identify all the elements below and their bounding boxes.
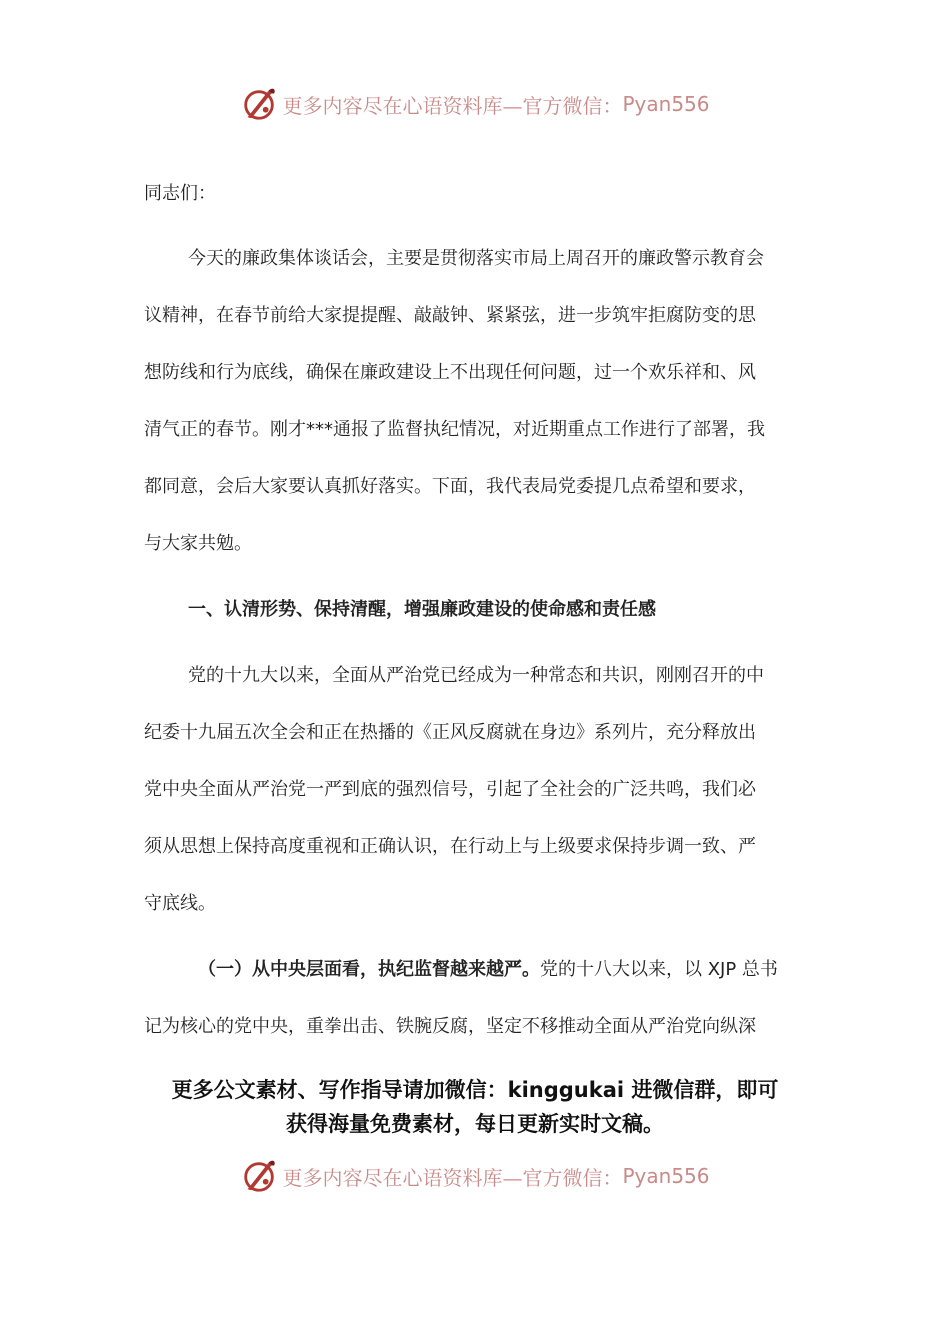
watermark-inner <box>240 85 709 123</box>
paragraph3-line1: 记为核心的党中央，重拳出击、铁腕反腐，坚定不移推动全面从严治党向纵深 <box>144 1016 756 1037</box>
paragraph1-line1: 今天的廉政集体谈话会，主要是贯彻落实市局上周召开的廉政警示教育会 <box>188 248 764 269</box>
paragraph2-line1: 党的十九大以来，全面从严治党已经成为一种常态和共识，刚刚召开的中 <box>188 665 764 686</box>
paragraph1-line3: 想防线和行为底线，确保在廉政建设上不出现任何问题，过一个欢乐祥和、风 <box>144 362 756 383</box>
paragraph1-line4: 清气正的春节。刚才***通报了监督执纪情况，对近期重点工作进行了部署，我 <box>144 419 765 440</box>
quill-logo-icon <box>240 1157 278 1195</box>
watermark-header <box>0 82 950 126</box>
quill-logo-icon <box>240 85 278 123</box>
greeting: 同志们： <box>144 183 216 204</box>
subheading-1-line <box>144 958 862 982</box>
watermark-text-footer: 更多内容尽在心语资料库—官方微信： <box>282 1165 623 1190</box>
subheading-1-bold: （一）从中央层面看，执纪监督越来越严。 <box>198 959 540 980</box>
watermark-text: 更多内容尽在心语资料库—官方微信： <box>282 93 623 118</box>
paragraph1-line5: 都同意，会后大家要认真抓好落实。下面，我代表局党委提几点希望和要求， <box>144 476 756 497</box>
paragraph2-line3: 党中央全面从严治党一严到底的强烈信号，引起了全社会的广泛共鸣，我们必 <box>144 779 756 800</box>
promo-notice-line2: 获得海量免费素材，每日更新实时文稿。 <box>286 1112 664 1136</box>
paragraph1-line6: 与大家共勉。 <box>144 533 252 554</box>
watermark-id-footer: Pyan556 <box>622 1164 710 1188</box>
paragraph1-line2: 议精神，在春节前给大家提提醒、敲敲钟、紧紧弦，进一步筑牢拒腐防变的思 <box>144 305 756 326</box>
watermark-footer <box>0 1154 950 1198</box>
watermark-inner-footer <box>240 1157 709 1195</box>
watermark-id: Pyan556 <box>622 92 710 116</box>
promo-notice-line1: 更多公文素材、写作指导请加微信：kinggukai 进微信群，即可 <box>171 1078 779 1102</box>
subheading-1-rest: 党的十八大以来，以 XJP 总书 <box>540 959 778 980</box>
paragraph2-line2: 纪委十九届五次全会和正在热播的《正风反腐就在身边》系列片，充分释放出 <box>144 722 756 743</box>
paragraph2-line5: 守底线。 <box>144 893 216 914</box>
paragraph2-line4: 须从思想上保持高度重视和正确认识，在行动上与上级要求保持步调一致、严 <box>144 836 756 857</box>
section-heading-1: 一、认清形势、保持清醒，增强廉政建设的使命感和责任感 <box>188 599 656 620</box>
